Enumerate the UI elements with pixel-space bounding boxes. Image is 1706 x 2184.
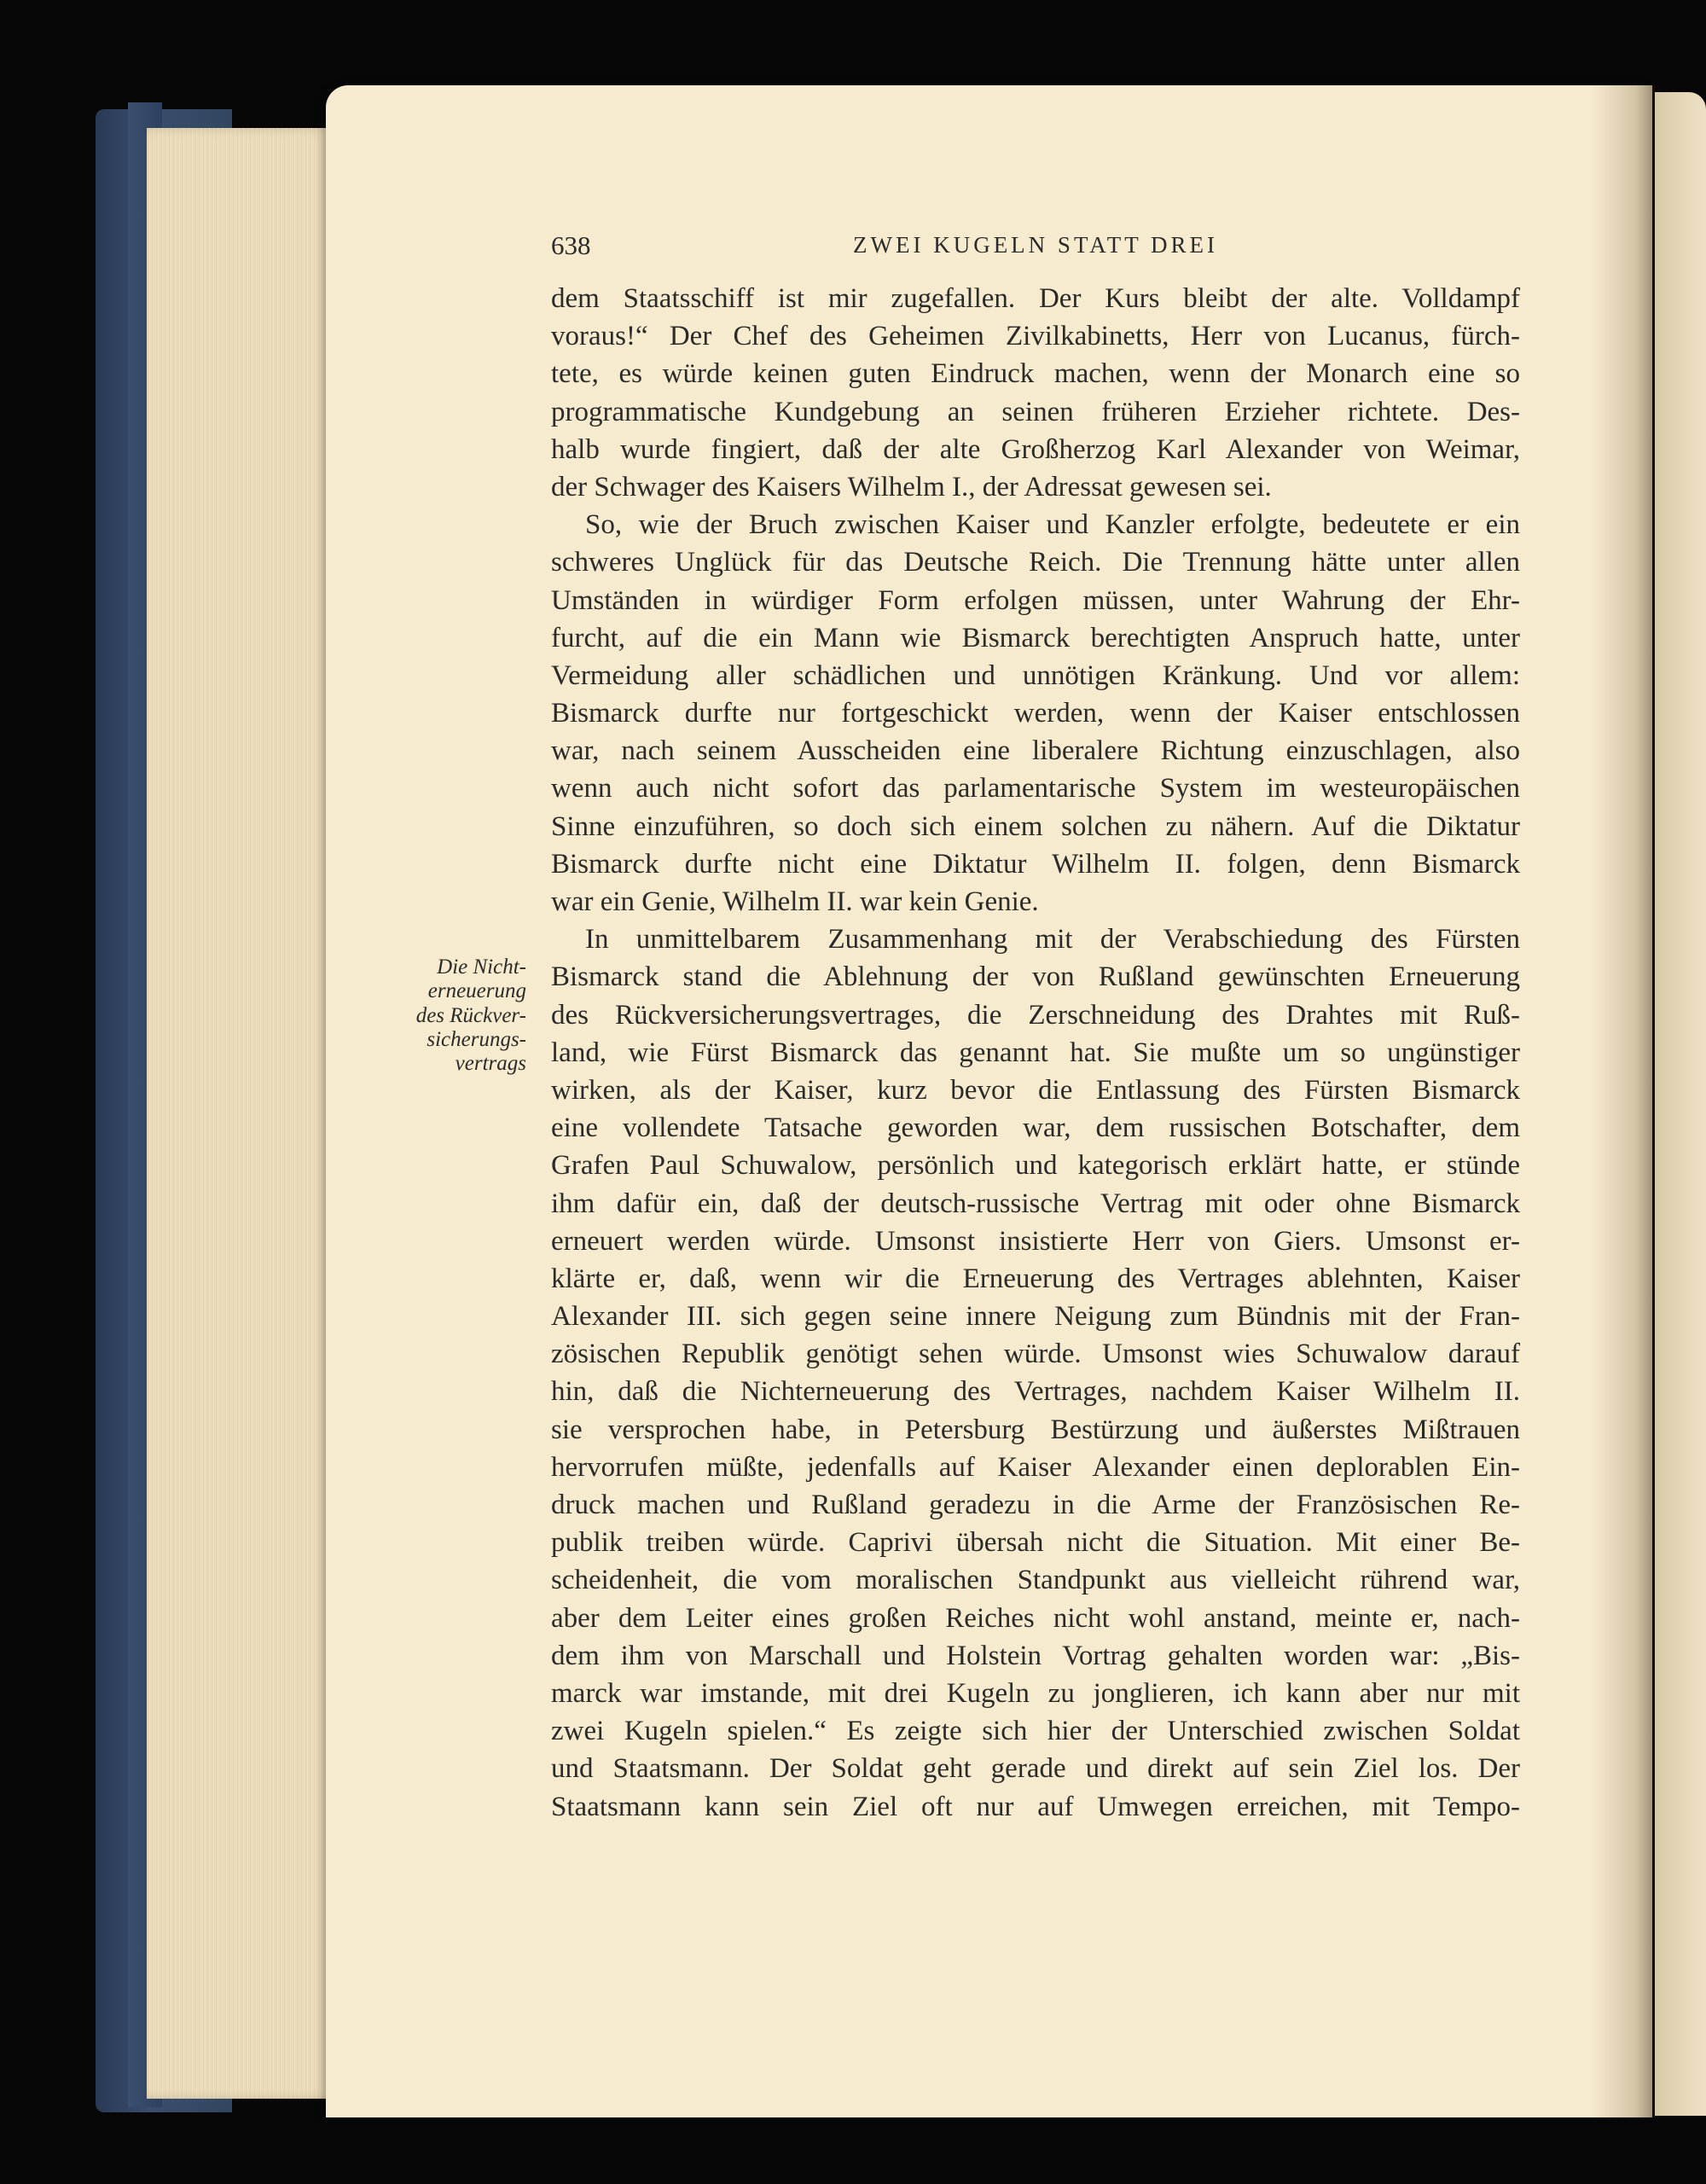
text-line: marck war imstande, mit drei Kugeln zu jonglieren, ich kann aber nur mit xyxy=(551,1677,1520,1709)
text-line: der Schwager des Kaisers Wilhelm I., der Adressat gewesen sei. xyxy=(551,471,1272,502)
text-line: Bismarck durfte nur fortgeschickt werden, wenn der Kaiser entschlossen xyxy=(551,698,1520,729)
text-line: Grafen Paul Schuwalow, persönlich und kategorisch erklärt hatte, er stünde xyxy=(551,1150,1520,1182)
body-text xyxy=(551,280,1520,1826)
text-line: zwei Kugeln spielen.“ Es zeigte sich hier der Unterschied zwischen Soldat xyxy=(551,1716,1520,1747)
text-line: Vermeidung aller schädlichen und unnötigen Kränkung. Und vor allem: xyxy=(551,659,1520,691)
text-line: Sinne einzuführen, so doch sich einem solchen zu nähern. Auf die Diktatur xyxy=(551,810,1520,842)
text-line: dem Staatsschiff ist mir zugefallen. Der Kurs bleibt der alte. Volldampf xyxy=(551,283,1520,314)
margin-note xyxy=(388,956,526,1076)
running-title: ZWEI KUGELN STATT DREI xyxy=(852,232,1219,258)
text-line: klärte er, daß, wenn wir die Erneuerung des Vertrages ablehnten, Kaiser xyxy=(551,1263,1520,1294)
text-line: furcht, auf die ein Mann wie Bismarck berechtigten Anspruch hatte, unter xyxy=(551,622,1520,653)
text-line: Umständen in würdiger Form erfolgen müssen, unter Wahrung der Ehr- xyxy=(551,584,1520,616)
text-line: wenn auch nicht sofort das parlamentarische System im westeuropäischen xyxy=(551,773,1520,804)
text-line: eine vollendete Tatsache geworden war, dem russischen Botschafter, dem xyxy=(551,1112,1520,1144)
text-line: war ein Genie, Wilhelm II. war kein Genie. xyxy=(551,886,1039,917)
margin-note-line: erneuerung xyxy=(427,979,526,1003)
text-line: In unmittelbarem Zusammenhang mit der Verabschiedung des Fürsten xyxy=(585,924,1520,956)
margin-note-line: Die Nicht- xyxy=(437,956,526,979)
text-line: ihm dafür ein, daß der deutsch-russische Vertrag mit oder ohne Bismarck xyxy=(551,1188,1520,1219)
text-line: des Rückversicherungsvertrages, die Zerschneidung des Drahtes mit Ruß- xyxy=(551,999,1520,1031)
text-line: voraus!“ Der Chef des Geheimen Zivilkabinetts, Herr von Lucanus, fürch- xyxy=(551,321,1520,352)
text-line: war, nach seinem Ausscheiden eine liberalere Richtung einzuschlagen, also xyxy=(551,735,1520,767)
text-line: publik treiben würde. Caprivi übersah nicht die Situation. Mit einer Be- xyxy=(551,1527,1520,1559)
facing-page-edge xyxy=(1655,92,1706,2116)
text-line: land, wie Fürst Bismarck das genannt hat. Sie mußte um so ungünstiger xyxy=(551,1037,1520,1068)
margin-note-line: des Rückver- xyxy=(415,1003,526,1027)
page-gutter-shadow xyxy=(1591,85,1655,2117)
text-line: halb wurde fingiert, daß der alte Großherzog Karl Alexander von Weimar, xyxy=(551,433,1520,465)
text-line: erneuert werden würde. Umsonst insistierte Herr von Giers. Umsonst er- xyxy=(551,1225,1520,1257)
text-line: sie versprochen habe, in Petersburg Bestürzung und äußerstes Mißtrauen xyxy=(551,1414,1520,1445)
text-line: aber dem Leiter eines großen Reiches nicht wohl anstand, meinte er, nach- xyxy=(551,1602,1520,1634)
text-line: hin, daß die Nichterneuerung des Vertrages, nachdem Kaiser Wilhelm II. xyxy=(551,1376,1520,1408)
text-line: Bismarck durfte nicht eine Diktatur Wilhelm II. folgen, denn Bismarck xyxy=(551,848,1520,880)
text-line: tete, es würde keinen guten Eindruck machen, wenn der Monarch eine so xyxy=(551,358,1520,390)
text-line: Bismarck stand die Ablehnung der von Rußland gewünschten Erneuerung xyxy=(551,961,1520,993)
text-line: hervorrufen müßte, jedenfalls auf Kaiser Alexander einen deplorablen Ein- xyxy=(551,1451,1520,1483)
text-line: So, wie der Bruch zwischen Kaiser und Kanzler erfolgte, bedeutete er ein xyxy=(585,509,1520,541)
margin-note-line: sicherungs- xyxy=(426,1027,526,1051)
margin-note-line: vertrags xyxy=(455,1052,526,1076)
text-line: programmatische Kundgebung an seinen früheren Erzieher richtete. Des- xyxy=(551,396,1520,427)
text-line: dem ihm von Marschall und Holstein Vortrag gehalten worden war: „Bis- xyxy=(551,1640,1520,1671)
text-line: schweres Unglück für das Deutsche Reich. Die Trennung hätte unter allen xyxy=(551,547,1520,578)
text-line: wirken, als der Kaiser, kurz bevor die Entlassung des Fürsten Bismarck xyxy=(551,1074,1520,1106)
page-header xyxy=(551,230,1520,273)
page-edges xyxy=(147,128,333,2099)
text-line: zösischen Republik genötigt sehen würde. Umsonst wies Schuwalow darauf xyxy=(551,1339,1520,1370)
text-line: und Staatsmann. Der Soldat geht gerade und direkt auf sein Ziel los. Der xyxy=(551,1753,1520,1785)
text-line: scheidenheit, die vom moralischen Standpunkt aus vielleicht rührend war, xyxy=(551,1565,1520,1596)
page-number: 638 xyxy=(551,230,591,260)
text-line: Alexander III. sich gegen seine innere Neigung zum Bündnis mit der Fran- xyxy=(551,1301,1520,1333)
text-line: Staatsmann kann sein Ziel oft nur auf Umwegen erreichen, mit Tempo- xyxy=(551,1791,1520,1822)
text-line: druck machen und Rußland geradezu in die Arme der Französischen Re- xyxy=(551,1490,1520,1520)
